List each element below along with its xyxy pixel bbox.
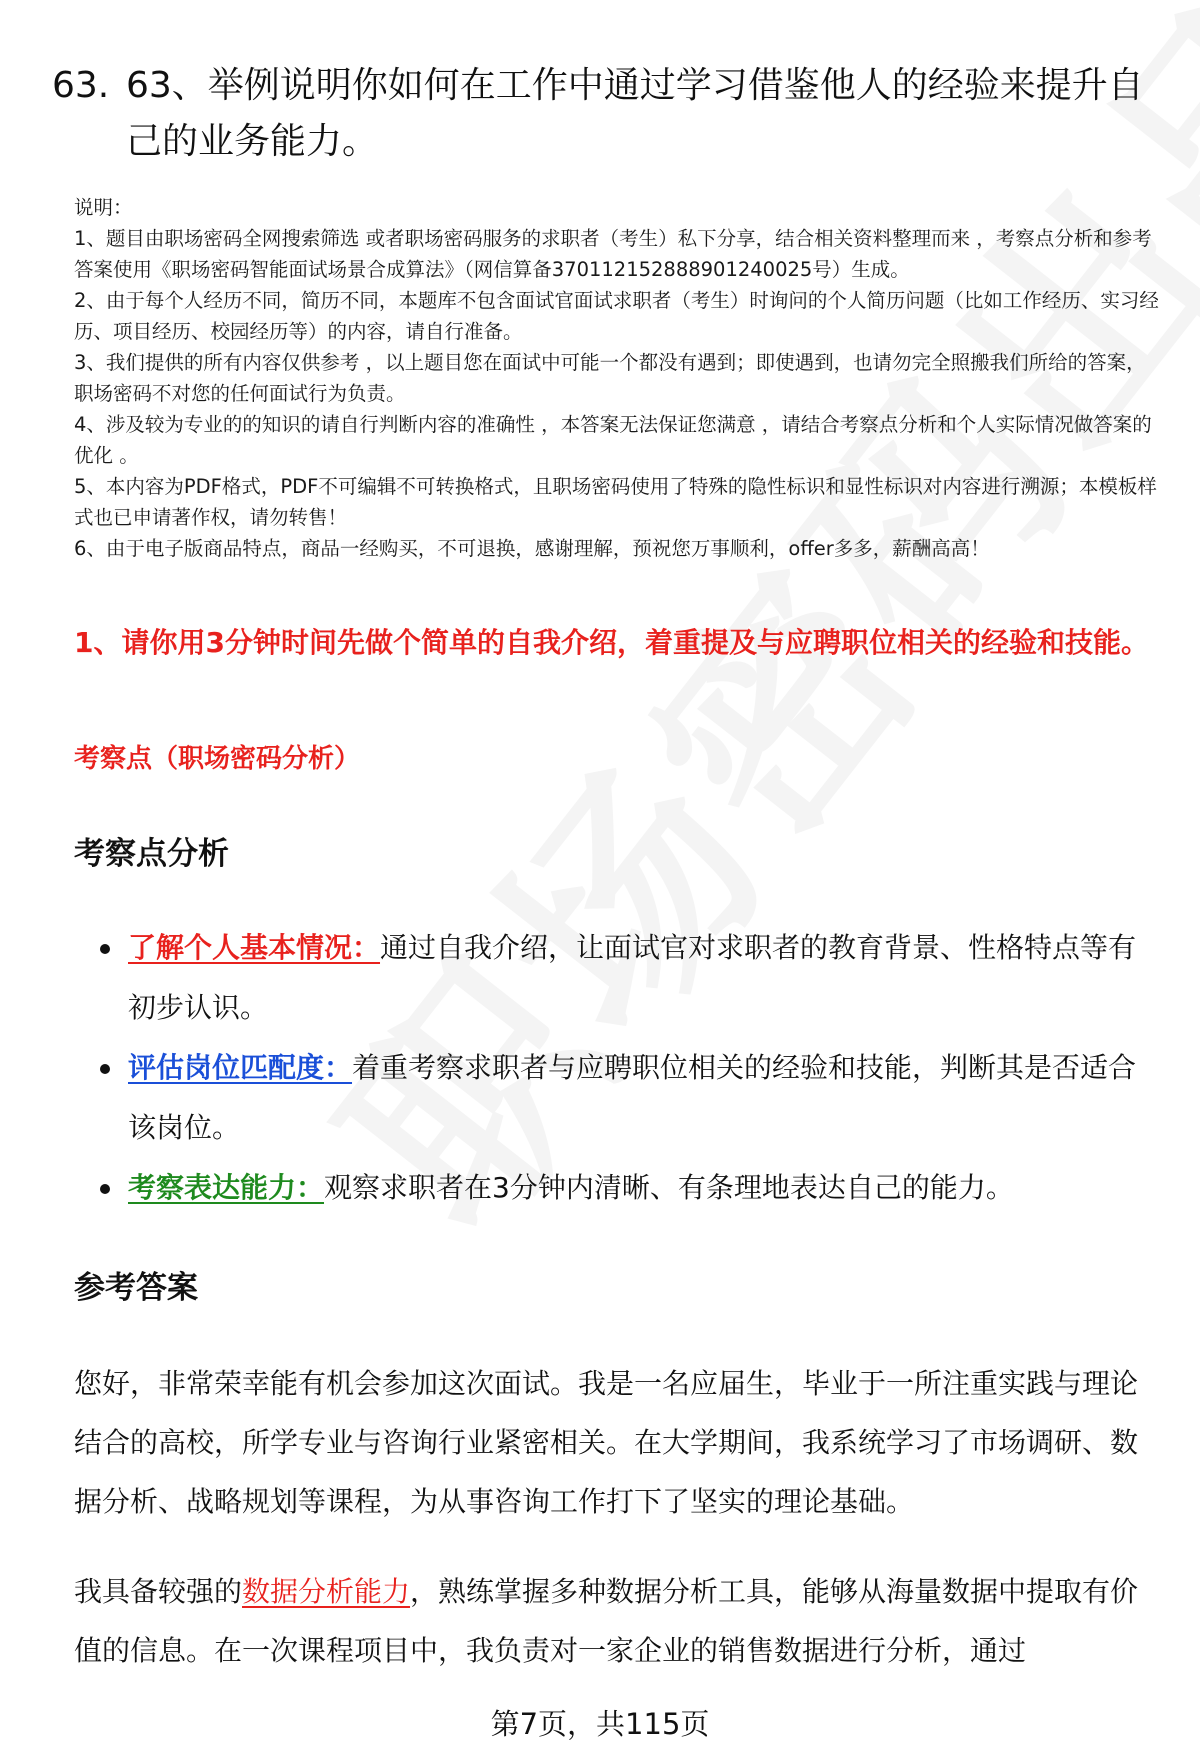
analysis-item [74, 1158, 1159, 1218]
bullet-icon [100, 1184, 110, 1194]
analysis-text: 观察求职者在3分钟内清晰、有条理地表达自己的能力。 [324, 1171, 1014, 1204]
question-number: 63. [52, 65, 110, 106]
note-item: 1、题目由职场密码全网搜索筛选 或者职场密码服务的求职者（考生）私下分享，结合相关资料整理而来 ，考察点分析和参考答案使用《职场密码智能面试场景合成算法》（网信算备370112152888901240025号）生成。 [74, 227, 1152, 281]
bullet-icon [100, 1064, 110, 1074]
analysis-text: 着重考察求职者与应聘职位相关的经验和技能，判断其是否适合该岗位。 [128, 1051, 1137, 1144]
note-item: 5、本内容为PDF格式，PDF不可编辑不可转换格式，且职场密码使用了特殊的隐性标识和显性标识对内容进行溯源；本模板样式也已申请著作权，请勿转售！ [74, 475, 1157, 529]
analysis-keyword: 评估岗位匹配度： [128, 1051, 353, 1084]
answer-text: ，熟练掌握多种数据分析工具，能够从海量数据中提取有价值的信息。在一次课程项目中，我负责对一家企业的销售数据进行分析，通过 [74, 1575, 1139, 1667]
note-item: 3、我们提供的所有内容仅供参考 ，以上题目您在面试中可能一个都没有遇到；即使遇到，也请勿完全照搬我们所给的答案，职场密码不对您的任何面试行为负责。 [74, 351, 1146, 405]
analysis-list [74, 918, 1159, 1218]
notes-heading: 说明： [74, 196, 133, 219]
note-item: 6、由于电子版商品特点，商品一经购买，不可退换，感谢理解，预祝您万事顺利，offer多多，薪酬高高！ [74, 537, 990, 560]
note-item: 4、涉及较为专业的的知识的请自行判断内容的准确性 ，本答案无法保证您满意 ，请结合考察点分析和个人实际情况做答案的优化 。 [74, 413, 1152, 467]
sub-question: 1、请你用3分钟时间先做个简单的自我介绍，着重提及与应聘职位相关的经验和技能。 [74, 626, 1149, 659]
notes-block [74, 192, 1159, 564]
question-title [52, 58, 1152, 170]
analysis-heading: 考察点分析 [74, 836, 229, 872]
bullet-icon [100, 944, 110, 954]
answer-paragraph: 您好，非常荣幸能有机会参加这次面试。我是一名应届生，毕业于一所注重实践与理论结合的高校，所学专业与咨询行业紧密相关。在大学期间，我系统学习了市场调研、数据分析、战略规划等课程，为从事咨询工作打下了坚实的理论基础。 [74, 1367, 1139, 1518]
page-footer: 第7页，共115页 [490, 1707, 710, 1741]
question-text: 63、举例说明你如何在工作中通过学习借鉴他人的经验来提升自己的业务能力。 [126, 65, 1144, 162]
analysis-item [74, 918, 1159, 1038]
answer-heading: 参考答案 [74, 1270, 198, 1306]
note-item: 2、由于每个人经历不同，简历不同，本题库不包含面试官面试求职者（考生）时询问的个人简历问题（比如工作经历、实习经历、项目经历、校园经历等）的内容，请自行准备。 [74, 289, 1159, 343]
answer-paragraph [74, 1562, 1159, 1680]
analysis-item [74, 1038, 1159, 1158]
analysis-text: 通过自我介绍，让面试官对求职者的教育背景、性格特点等有初步认识。 [128, 931, 1137, 1024]
answer-text: 我具备较强的 [74, 1575, 243, 1608]
answer-highlight: 数据分析能力 [242, 1575, 411, 1608]
analysis-keyword: 考察表达能力： [128, 1171, 325, 1204]
analysis-keyword: 了解个人基本情况： [128, 931, 381, 964]
kaochadian-label: 考察点（职场密码分析） [74, 744, 361, 774]
